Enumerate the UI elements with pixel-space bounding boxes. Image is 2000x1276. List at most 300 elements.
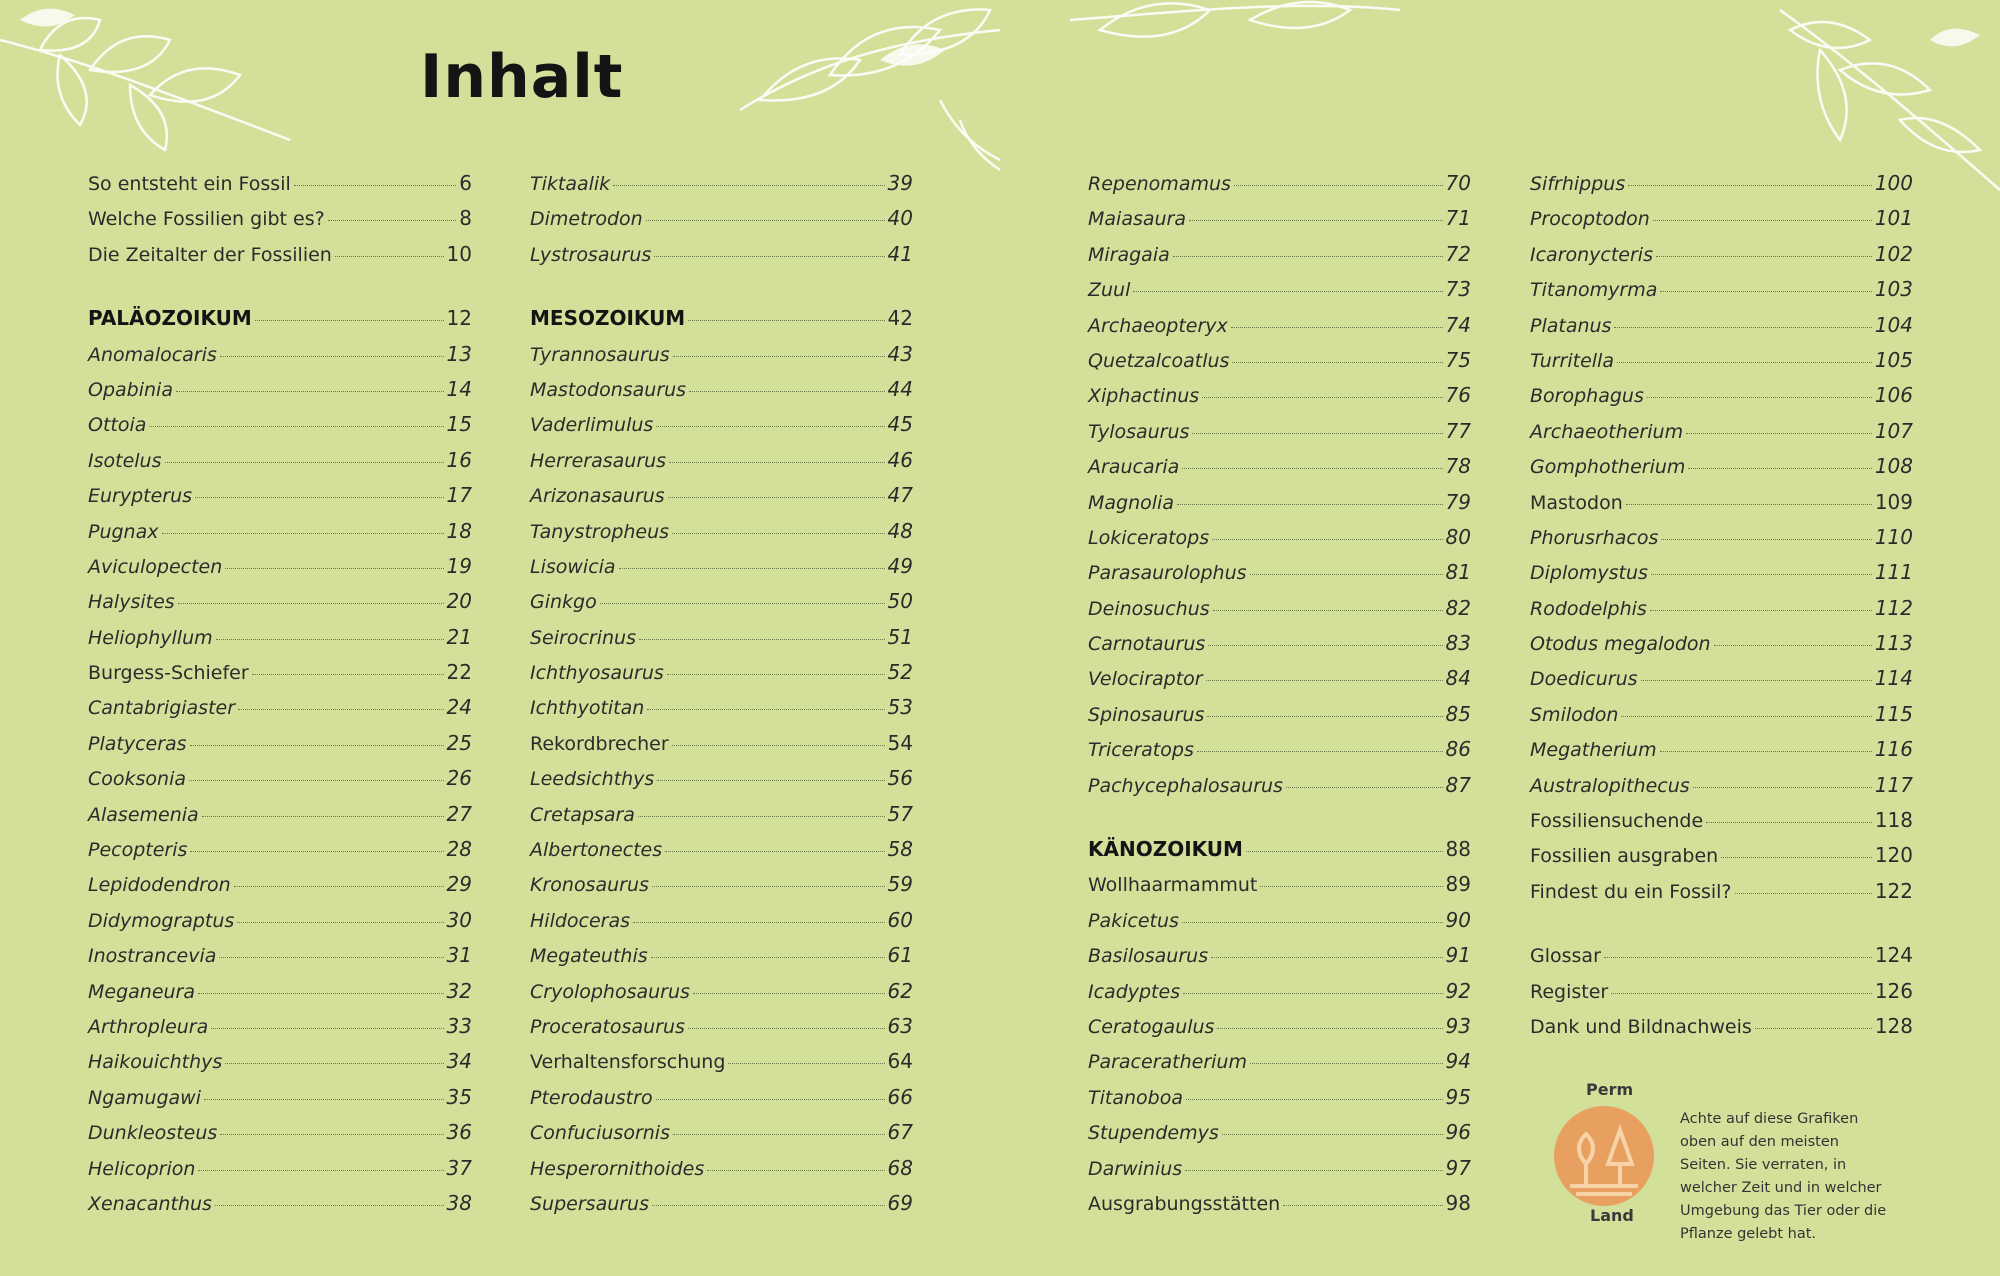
dot-leader xyxy=(1641,680,1872,681)
toc-entry-label: Tiktaalik xyxy=(530,173,611,195)
dot-leader xyxy=(1173,256,1443,257)
toc-page-number: 74 xyxy=(1445,312,1471,337)
toc-page-number: 87 xyxy=(1445,772,1471,797)
section-spacer xyxy=(1088,808,1471,837)
toc-entry[interactable] xyxy=(530,766,913,801)
toc-page-number: 96 xyxy=(1445,1120,1471,1145)
toc-entry-label: Pterodaustro xyxy=(530,1086,653,1109)
toc-entry[interactable] xyxy=(1088,277,1471,312)
dot-leader xyxy=(1661,539,1871,540)
toc-entry[interactable] xyxy=(88,342,472,377)
dot-leader xyxy=(673,356,885,357)
toc-entry[interactable] xyxy=(1088,313,1471,348)
toc-entry-label: Heliophyllum xyxy=(88,626,213,649)
toc-page-number: 54 xyxy=(887,730,913,755)
toc-entry-label: Triceratops xyxy=(1088,739,1194,762)
toc-entry[interactable] xyxy=(1088,773,1471,808)
toc-entry-label: KÄNOZOIKUM xyxy=(1088,837,1243,862)
toc-entry[interactable] xyxy=(1530,490,1913,525)
toc-entry[interactable] xyxy=(88,206,472,241)
toc-entry-label: Dunkleosteus xyxy=(88,1122,218,1145)
toc-page-number: 60 xyxy=(887,907,913,932)
toc-entry[interactable] xyxy=(88,979,472,1014)
toc-entry-label: Rekordbrecher xyxy=(530,732,669,755)
toc-entry-label: Tanystropheus xyxy=(530,520,670,543)
dot-leader xyxy=(211,1028,443,1029)
toc-entry-label: Seirocrinus xyxy=(530,626,636,649)
toc-page-number: 19 xyxy=(446,553,472,578)
toc-entry[interactable] xyxy=(1530,525,1913,560)
toc-page-number: 24 xyxy=(446,695,472,720)
toc-page-number: 51 xyxy=(887,624,913,649)
dot-leader xyxy=(1212,539,1442,540)
toc-entry[interactable] xyxy=(1530,631,1913,666)
toc-entry[interactable] xyxy=(530,342,913,377)
dot-leader xyxy=(198,993,444,994)
toc-entry[interactable] xyxy=(1088,242,1471,277)
toc-entry[interactable] xyxy=(1530,171,1913,206)
toc-page-number: 88 xyxy=(1445,837,1471,862)
toc-page-number: 73 xyxy=(1445,277,1471,302)
toc-entry[interactable] xyxy=(1088,908,1471,943)
toc-entry[interactable] xyxy=(88,589,472,624)
section-spacer xyxy=(1530,914,1913,943)
toc-entry[interactable] xyxy=(88,448,472,483)
toc-page-number: 109 xyxy=(1874,489,1913,514)
toc-entry[interactable] xyxy=(530,519,913,554)
toc-column-1 xyxy=(88,171,472,1226)
toc-entry[interactable] xyxy=(88,483,472,518)
toc-entry[interactable] xyxy=(1088,1191,1471,1226)
toc-entry[interactable] xyxy=(1530,943,1913,978)
toc-entry[interactable] xyxy=(88,1120,472,1155)
dot-leader xyxy=(707,1170,884,1171)
toc-page-number: 78 xyxy=(1445,454,1471,479)
toc-entry[interactable] xyxy=(530,554,913,589)
toc-entry[interactable] xyxy=(530,837,913,872)
dot-leader xyxy=(1250,1063,1443,1064)
toc-entry[interactable] xyxy=(1088,979,1471,1014)
toc-entry-label: Doedicurus xyxy=(1530,668,1638,691)
dot-leader xyxy=(1186,1099,1443,1100)
toc-entry[interactable] xyxy=(1530,560,1913,595)
toc-page-number: 84 xyxy=(1445,666,1471,691)
toc-entry[interactable] xyxy=(1530,843,1913,878)
dot-leader xyxy=(149,426,443,427)
toc-entry[interactable] xyxy=(530,802,913,837)
toc-entry[interactable] xyxy=(530,1156,913,1191)
section-spacer xyxy=(530,277,913,306)
dot-leader xyxy=(225,568,443,569)
toc-entry[interactable] xyxy=(1530,277,1913,312)
toc-page-number: 12 xyxy=(446,306,472,331)
toc-page-number: 114 xyxy=(1874,666,1913,691)
toc-entry-label: Dank und Bildnachweis xyxy=(1530,1015,1752,1038)
toc-page-number: 91 xyxy=(1445,943,1471,968)
toc-entry[interactable] xyxy=(530,589,913,624)
toc-entry[interactable] xyxy=(1088,171,1471,206)
dot-leader xyxy=(669,462,884,463)
toc-page-number: 86 xyxy=(1445,737,1471,762)
toc-entry[interactable] xyxy=(88,1085,472,1120)
toc-page-number: 6 xyxy=(459,171,472,195)
dot-leader xyxy=(638,816,885,817)
toc-entry[interactable] xyxy=(1088,1120,1471,1155)
toc-entry[interactable] xyxy=(530,872,913,907)
toc-entry[interactable] xyxy=(1530,773,1913,808)
toc-page-number: 40 xyxy=(887,206,913,231)
toc-page-number: 63 xyxy=(887,1013,913,1038)
dot-leader xyxy=(652,886,885,887)
toc-entry-label: Findest du ein Fossil? xyxy=(1530,880,1732,903)
dot-leader xyxy=(600,603,885,604)
toc-entry[interactable] xyxy=(1530,702,1913,737)
toc-page-number: 27 xyxy=(446,801,472,826)
dot-leader xyxy=(189,780,444,781)
toc-page-number: 128 xyxy=(1874,1013,1913,1038)
toc-entry-label: Platyceras xyxy=(88,732,187,755)
toc-entry[interactable] xyxy=(1088,490,1471,525)
toc-entry[interactable] xyxy=(1088,631,1471,666)
toc-entry-label: Haikouichthys xyxy=(88,1051,223,1074)
toc-entry[interactable] xyxy=(530,377,913,412)
dot-leader xyxy=(1735,893,1872,894)
toc-entry-label: Platanus xyxy=(1530,314,1612,337)
toc-page-number: 110 xyxy=(1874,524,1913,549)
toc-page-number: 81 xyxy=(1445,560,1471,585)
dot-leader xyxy=(162,533,444,534)
toc-page-number: 118 xyxy=(1874,808,1913,833)
page-title: Inhalt xyxy=(420,42,624,112)
toc-entry[interactable] xyxy=(88,766,472,801)
toc-page-number: 37 xyxy=(446,1155,472,1180)
toc-entry[interactable] xyxy=(530,448,913,483)
dot-leader xyxy=(1177,504,1443,505)
toc-entry[interactable] xyxy=(88,837,472,872)
toc-entry[interactable] xyxy=(1088,872,1471,907)
dot-leader xyxy=(672,745,885,746)
toc-page-number: 31 xyxy=(446,943,472,968)
toc-page-number: 17 xyxy=(446,483,472,508)
dot-leader xyxy=(652,1205,885,1206)
dot-leader xyxy=(665,851,884,852)
toc-entry[interactable] xyxy=(1088,943,1471,978)
toc-page-number: 105 xyxy=(1874,347,1913,372)
dot-leader xyxy=(693,993,885,994)
toc-entry-label: Fossiliensuchende xyxy=(1530,810,1704,833)
toc-page-number: 30 xyxy=(446,907,472,932)
toc-page-number: 71 xyxy=(1445,206,1471,231)
toc-entry[interactable] xyxy=(88,519,472,554)
toc-entry[interactable] xyxy=(88,660,472,695)
toc-entry[interactable] xyxy=(88,695,472,730)
toc-entry[interactable] xyxy=(1530,313,1913,348)
toc-page-number: 34 xyxy=(446,1049,472,1074)
toc-entry[interactable] xyxy=(88,908,472,943)
toc-entry[interactable] xyxy=(1088,454,1471,489)
toc-entry-label: Velociraptor xyxy=(1088,668,1203,691)
dot-leader xyxy=(165,462,444,463)
dot-leader xyxy=(688,320,884,321)
toc-page-number: 44 xyxy=(887,376,913,401)
dot-leader xyxy=(647,709,884,710)
dot-leader xyxy=(202,816,444,817)
toc-page-number: 15 xyxy=(446,412,472,437)
toc-page-number: 85 xyxy=(1445,701,1471,726)
toc-entry-label: Ottoia xyxy=(88,414,147,437)
dot-leader xyxy=(613,185,884,186)
toc-entry[interactable] xyxy=(530,625,913,660)
toc-entry[interactable] xyxy=(530,979,913,1014)
toc-entry[interactable] xyxy=(530,1014,913,1049)
toc-entry[interactable] xyxy=(1530,419,1913,454)
toc-entry-label: Albertonectes xyxy=(530,839,663,862)
toc-page-number: 103 xyxy=(1874,277,1913,302)
toc-page-number: 58 xyxy=(887,837,913,862)
toc-entry-label: Opabinia xyxy=(88,378,173,401)
toc-entry[interactable] xyxy=(1088,1156,1471,1191)
toc-entry[interactable] xyxy=(1530,206,1913,241)
toc-page-number: 47 xyxy=(887,483,913,508)
toc-page-number: 61 xyxy=(887,943,913,968)
toc-page-number: 45 xyxy=(887,412,913,437)
toc-entry-label: Lepidodendron xyxy=(88,874,231,897)
toc-page-number: 68 xyxy=(887,1155,913,1180)
toc-section-heading[interactable] xyxy=(88,306,472,341)
toc-entry[interactable] xyxy=(530,206,913,241)
dot-leader xyxy=(639,639,885,640)
toc-entry-label: Wollhaarmammut xyxy=(1088,874,1258,897)
dot-leader xyxy=(1628,185,1872,186)
toc-entry-label: Smilodon xyxy=(1530,703,1619,726)
toc-entry[interactable] xyxy=(530,1085,913,1120)
toc-entry-label: Paraceratherium xyxy=(1088,1051,1247,1074)
dot-leader xyxy=(656,426,884,427)
toc-entry-label: Turritella xyxy=(1530,349,1614,372)
toc-section-heading[interactable] xyxy=(1088,837,1471,872)
toc-entry[interactable] xyxy=(88,1049,472,1084)
toc-entry[interactable] xyxy=(88,731,472,766)
toc-entry[interactable] xyxy=(88,1156,472,1191)
toc-entry[interactable] xyxy=(1530,879,1913,914)
toc-entry-label: Ngamugawi xyxy=(88,1086,201,1109)
dot-leader xyxy=(234,886,444,887)
toc-entry[interactable] xyxy=(88,242,472,277)
toc-entry-label: Fossilien ausgraben xyxy=(1530,845,1719,868)
toc-page-number: 32 xyxy=(446,978,472,1003)
dot-leader xyxy=(1183,993,1442,994)
dot-leader xyxy=(1686,433,1872,434)
toc-page-number: 113 xyxy=(1874,631,1913,656)
toc-entry-label: Pakicetus xyxy=(1088,909,1179,932)
toc-entry[interactable] xyxy=(530,908,913,943)
toc-entry[interactable] xyxy=(1530,808,1913,843)
dot-leader xyxy=(689,391,884,392)
toc-entry[interactable] xyxy=(1530,596,1913,631)
dot-leader xyxy=(1286,787,1443,788)
toc-section-heading[interactable] xyxy=(530,306,913,341)
toc-entry[interactable] xyxy=(88,1191,472,1226)
toc-column-3 xyxy=(1088,171,1471,1226)
toc-page-number: 14 xyxy=(446,376,472,401)
toc-entry[interactable] xyxy=(1088,525,1471,560)
toc-page-number: 8 xyxy=(459,206,472,231)
toc-entry-label: PALÄOZOIKUM xyxy=(88,306,252,331)
toc-entry-label: Mastodonsaurus xyxy=(530,378,687,401)
toc-column-4 xyxy=(1530,171,1913,1049)
toc-entry[interactable] xyxy=(1530,737,1913,772)
toc-entry-label: So entsteht ein Fossil xyxy=(88,173,291,195)
toc-entry[interactable] xyxy=(530,483,913,518)
toc-entry[interactable] xyxy=(1088,1049,1471,1084)
dot-leader xyxy=(220,356,444,357)
toc-page-number: 20 xyxy=(446,589,472,614)
toc-entry[interactable] xyxy=(530,1191,913,1226)
toc-entry-label: Maiasaura xyxy=(1088,208,1186,231)
toc-entry-label: Ichthyotitan xyxy=(530,697,645,720)
toc-entry[interactable] xyxy=(88,412,472,447)
toc-entry-label: Cantabrigiaster xyxy=(88,697,236,720)
toc-entry[interactable] xyxy=(530,242,913,277)
toc-entry-label: Diplomystus xyxy=(1530,562,1648,585)
dot-leader xyxy=(673,1134,885,1135)
toc-entry-label: Repenomamus xyxy=(1088,173,1231,195)
dot-leader xyxy=(619,568,885,569)
toc-page-number: 39 xyxy=(887,171,913,195)
toc-entry-label: Megatherium xyxy=(1530,739,1657,762)
toc-entry[interactable] xyxy=(1530,348,1913,383)
dot-leader xyxy=(1182,468,1442,469)
toc-page-number: 93 xyxy=(1445,1013,1471,1038)
toc-entry[interactable] xyxy=(530,695,913,730)
dot-leader xyxy=(176,391,444,392)
toc-page-number: 72 xyxy=(1445,241,1471,266)
toc-entry[interactable] xyxy=(1530,242,1913,277)
toc-entry[interactable] xyxy=(88,1014,472,1049)
toc-page-number: 38 xyxy=(446,1190,472,1215)
dot-leader xyxy=(1182,922,1443,923)
toc-entry[interactable] xyxy=(1530,666,1913,701)
dot-leader xyxy=(1660,751,1872,752)
toc-page-number: 25 xyxy=(446,730,472,755)
toc-page-number: 28 xyxy=(446,837,472,862)
toc-entry-label: Pugnax xyxy=(88,520,159,543)
toc-entry[interactable] xyxy=(1088,737,1471,772)
dot-leader xyxy=(1185,1170,1442,1171)
dot-leader xyxy=(237,922,443,923)
toc-page-number: 29 xyxy=(446,872,472,897)
toc-entry[interactable] xyxy=(1530,383,1913,418)
toc-entry-label: Miragaia xyxy=(1088,243,1170,266)
dot-leader xyxy=(633,922,885,923)
toc-entry-label: Zuul xyxy=(1088,279,1131,302)
toc-entry-label: Helicoprion xyxy=(88,1157,196,1180)
toc-entry[interactable] xyxy=(530,660,913,695)
toc-entry-label: Welche Fossilien gibt es? xyxy=(88,208,325,231)
toc-entry-label: Archaeopteryx xyxy=(1088,314,1228,337)
toc-entry[interactable] xyxy=(530,731,913,766)
toc-entry-label: Dimetrodon xyxy=(530,208,643,231)
toc-page-number: 67 xyxy=(887,1120,913,1145)
toc-page-number: 117 xyxy=(1874,772,1913,797)
toc-entry[interactable] xyxy=(1088,348,1471,383)
toc-entry[interactable] xyxy=(530,943,913,978)
dot-leader xyxy=(688,1028,885,1029)
toc-entry[interactable] xyxy=(1088,383,1471,418)
dot-leader xyxy=(1604,957,1872,958)
toc-page-number: 35 xyxy=(446,1084,472,1109)
toc-entry[interactable] xyxy=(1088,702,1471,737)
toc-entry[interactable] xyxy=(88,171,472,206)
toc-entry[interactable] xyxy=(88,625,472,660)
dot-leader xyxy=(1260,886,1442,887)
toc-page-number: 115 xyxy=(1874,701,1913,726)
toc-page-number: 10 xyxy=(446,241,472,266)
toc-entry-label: Inostrancevia xyxy=(88,945,217,968)
toc-entry[interactable] xyxy=(530,412,913,447)
toc-page-number: 36 xyxy=(446,1120,472,1145)
toc-page-number: 77 xyxy=(1445,418,1471,443)
toc-entry[interactable] xyxy=(1530,454,1913,489)
toc-page-number: 42 xyxy=(887,306,913,331)
toc-entry-label: Lokiceratops xyxy=(1088,526,1210,549)
toc-entry[interactable] xyxy=(88,554,472,589)
dot-leader xyxy=(1653,220,1872,221)
toc-entry[interactable] xyxy=(1530,979,1913,1014)
toc-entry-label: Icadyptes xyxy=(1088,980,1181,1003)
toc-entry-label: Lisowicia xyxy=(530,555,616,578)
dot-leader xyxy=(1660,291,1871,292)
toc-entry[interactable] xyxy=(1088,1085,1471,1120)
toc-entry-label: Burgess-Schiefer xyxy=(88,662,249,685)
dot-leader xyxy=(1650,610,1872,611)
toc-entry[interactable] xyxy=(1530,1014,1913,1049)
dot-leader xyxy=(190,745,444,746)
toc-entry-label: Verhaltensforschung xyxy=(530,1051,726,1074)
toc-entry[interactable] xyxy=(530,171,913,206)
toc-page-number: 124 xyxy=(1874,943,1913,968)
toc-entry-label: Cooksonia xyxy=(88,768,187,791)
toc-page-number: 122 xyxy=(1874,878,1913,903)
dot-leader xyxy=(1647,397,1872,398)
toc-page-number: 16 xyxy=(446,447,472,472)
toc-entry[interactable] xyxy=(88,872,472,907)
dot-leader xyxy=(1197,751,1443,752)
toc-entry[interactable] xyxy=(530,1120,913,1155)
dot-leader xyxy=(1614,327,1871,328)
dot-leader xyxy=(1246,851,1443,852)
toc-page-number: 41 xyxy=(887,241,913,266)
toc-entry-label: Mastodon xyxy=(1530,491,1623,514)
toc-entry-label: Hildoceras xyxy=(530,909,631,932)
toc-page-number: 62 xyxy=(887,978,913,1003)
toc-entry-label: Isotelus xyxy=(88,449,162,472)
toc-entry-label: Pecopteris xyxy=(88,839,188,862)
toc-entry[interactable] xyxy=(1088,596,1471,631)
toc-entry[interactable] xyxy=(1088,1014,1471,1049)
toc-entry-label: Procoptodon xyxy=(1530,208,1650,231)
toc-entry[interactable] xyxy=(1088,206,1471,241)
toc-entry[interactable] xyxy=(88,377,472,412)
toc-entry[interactable] xyxy=(88,802,472,837)
toc-entry-label: Titanoboa xyxy=(1088,1086,1183,1109)
toc-page-number: 21 xyxy=(446,624,472,649)
toc-entry[interactable] xyxy=(530,1049,913,1084)
toc-entry[interactable] xyxy=(1088,560,1471,595)
toc-entry[interactable] xyxy=(1088,419,1471,454)
toc-entry[interactable] xyxy=(1088,666,1471,701)
toc-entry[interactable] xyxy=(88,943,472,978)
